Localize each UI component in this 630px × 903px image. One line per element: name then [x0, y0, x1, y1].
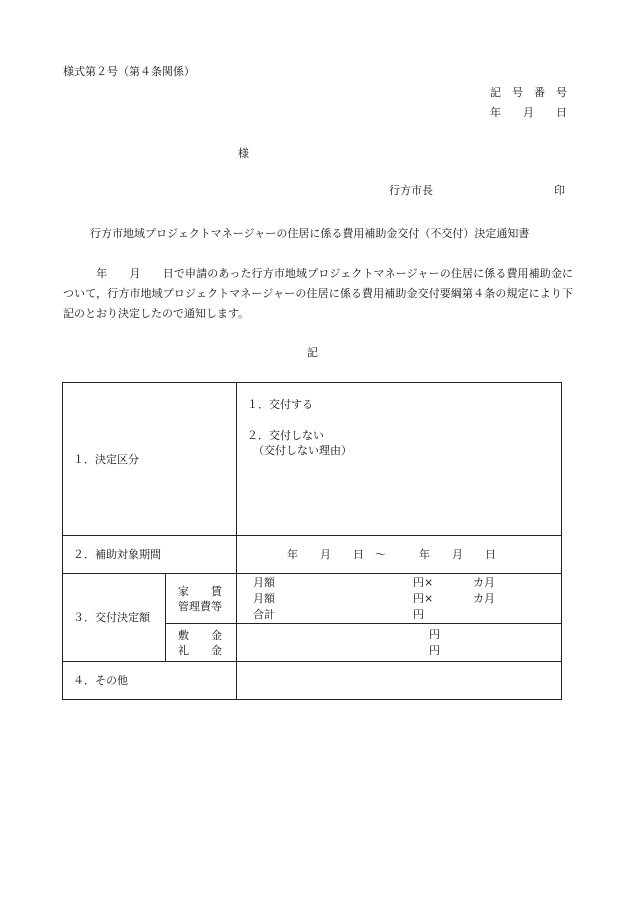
line-unit: 円 [413, 607, 424, 621]
option-not-grant: ２．交付しない [247, 429, 324, 442]
ki-heading: 記 [307, 346, 318, 359]
table-row [63, 574, 562, 624]
option-not-grant-reason: （交付しない理由） [253, 444, 352, 457]
decision-table [62, 382, 562, 700]
amount-line [237, 575, 561, 591]
subsidy-period-label: ２．補助対象期間 [63, 536, 237, 574]
issuer-name: 行方市長 [389, 184, 433, 197]
amount-line [237, 591, 561, 607]
line-unit: 円× [413, 591, 434, 605]
table-row [63, 383, 562, 536]
deposit-unit: 円 [429, 627, 440, 641]
table-row [63, 536, 562, 574]
deposit-label [166, 624, 237, 662]
amount-line [237, 607, 561, 623]
option-grant: １．交付する [247, 398, 313, 411]
decision-options [237, 383, 562, 536]
body-text: 年 月 日で申請のあった行方市地域プロジェクトマネージャーの住居に係る費用補助金について，行方市地域プロジェクトマネージャーの住居に係る費用補助金交付要綱第４条の規定により下記のとおり決定したので通知します。 [63, 267, 573, 320]
document-title: 行方市地域プロジェクトマネージャーの住居に係る費用補助金交付（不交付）決定通知書 [90, 227, 530, 240]
document-number: 記 号 番 号 [490, 86, 567, 99]
form-number: 様式第２号（第４条関係） [63, 65, 195, 78]
grant-amount-label: ３．交付決定額 [63, 574, 166, 662]
key-money-label: 礼 金 [178, 643, 222, 657]
line-label: 合計 [253, 607, 275, 621]
key-money-unit: 円 [429, 643, 440, 657]
body-paragraph [63, 264, 573, 324]
other-value [237, 662, 562, 700]
rent-label-line1: 家 賃 [178, 584, 222, 598]
line-unit: 円× [413, 575, 434, 589]
rent-amounts [237, 574, 562, 624]
decision-type-label: １．決定区分 [63, 383, 237, 536]
line-months: カ月 [473, 591, 495, 605]
seal-mark: 印 [554, 184, 565, 197]
line-label: 月額 [253, 575, 275, 589]
document-date: 年 月 日 [490, 106, 567, 119]
subsidy-period-value: 年 月 日 〜 年 月 日 [237, 536, 562, 574]
table-row [63, 662, 562, 700]
deposit-label-line1: 敷 金 [178, 628, 222, 642]
management-fee-label: 管理費等 [178, 599, 222, 613]
line-label: 月額 [253, 591, 275, 605]
recipient-suffix: 様 [238, 147, 249, 160]
line-months [473, 607, 533, 623]
line-months: カ月 [473, 575, 495, 589]
other-label: ４．その他 [63, 662, 237, 700]
deposit-amounts [237, 624, 562, 662]
rent-label [166, 574, 237, 624]
